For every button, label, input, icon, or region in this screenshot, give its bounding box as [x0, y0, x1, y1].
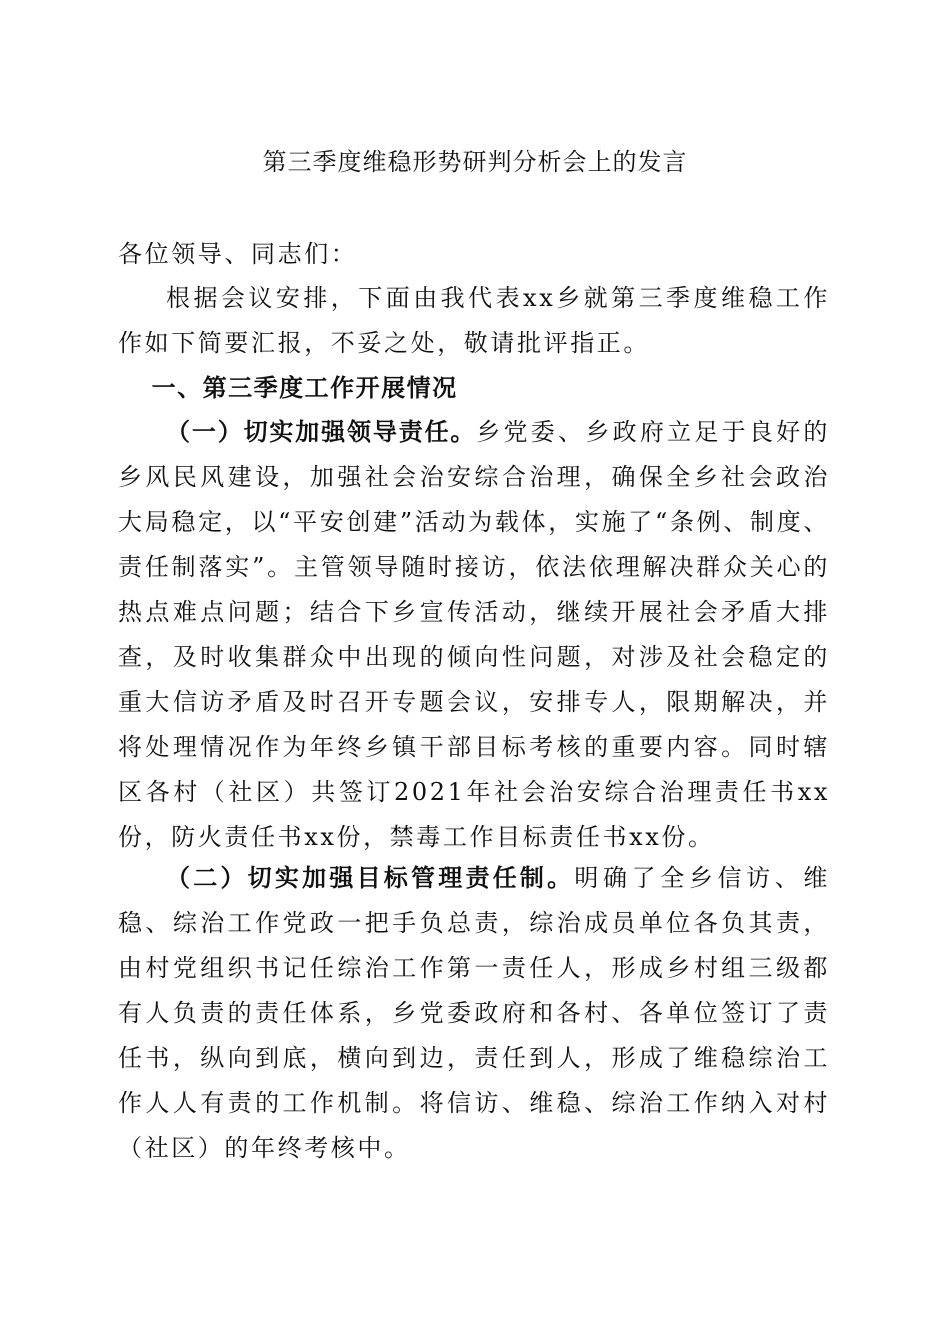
paragraph-leadership-responsibility [118, 410, 830, 860]
paragraph-lead: （一）切实加强领导责任。 [166, 418, 477, 446]
paragraph-target-management [118, 856, 830, 1171]
paragraph-lead: （二）切实加强目标管理责任制。 [166, 864, 575, 892]
paragraph-body: 乡党委、乡政府立足于良好的乡风民风建设，加强社会治安综合治理，确保全乡社会政治大局稳定，以“平安创建”活动为载体，实施了“条例、制度、责任制落实”。主管领导随时接访，依法依理解决群众关心的热点难点问题；结合下乡宣传活动，继续开展社会矛盾大排查，及时收集群众中出现的倾向性问题，对涉及社会稳定的重大信访矛盾及时召开专题会议，安排专人，限期解决，并将处理情况作为年终乡镇干部目标考核的重要内容。同时辖区各村（社区）共签订2021年社会治安综合治理责任书xx份，防火责任书xx份，禁毒工作目标责任书xx份。 [118, 418, 830, 851]
intro-paragraph: 根据会议安排，下面由我代表xx乡就第三季度维稳工作作如下简要汇报，不妥之处，敬请批评指正。 [118, 284, 830, 357]
section-heading: 一、第三季度工作开展情况 [151, 374, 458, 402]
paragraph-body: 明确了全乡信访、维稳、综治工作党政一把手负总责，综治成员单位各负其责，由村党组织书记任综治工作第一责任人，形成乡村组三级都有人负责的责任体系，乡党委政府和各村、各单位签订了责任书，纵向到底，横向到边，责任到人，形成了维稳综治工作人人有责的工作机制。将信访、维稳、综治工作纳入对村（社区）的年终考核中。 [118, 864, 830, 1162]
salutation: 各位领导、同志们： [118, 240, 358, 268]
page-title: 第三季度维稳形势研判分析会上的发言 [262, 148, 688, 176]
